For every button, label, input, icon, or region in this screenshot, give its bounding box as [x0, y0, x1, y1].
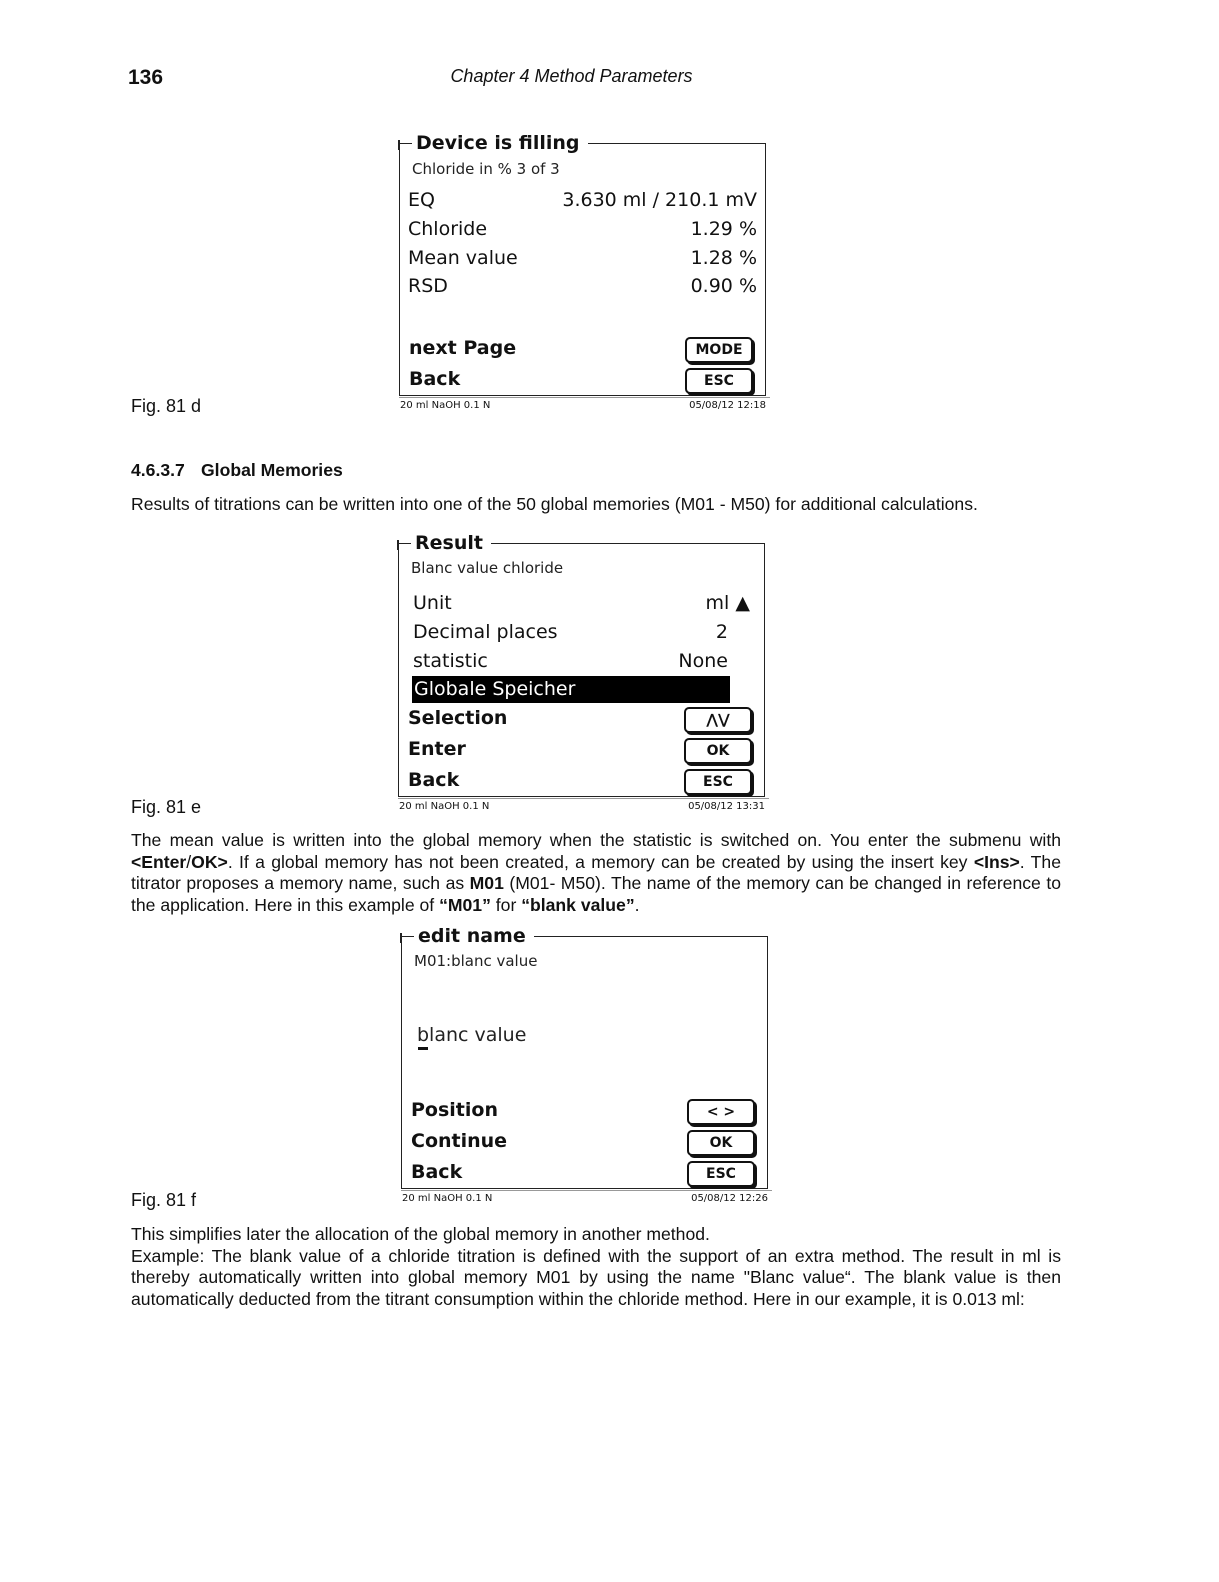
result-row-eq: [408, 189, 757, 211]
text-run: (M01- M50). The name of the memory can be changed in reference to the application. Here in this example of: [131, 873, 1061, 915]
text-run-bold: <Enter: [131, 851, 187, 872]
softkey-label-next-page: next Page: [409, 337, 517, 359]
softkey-label-position: Position: [411, 1099, 498, 1121]
screen-title: Result: [411, 532, 491, 554]
text-run-bold: M01: [469, 873, 504, 893]
row-value: ml ▲: [705, 592, 750, 614]
screen-subtitle: Chloride in % 3 of 3: [412, 160, 560, 178]
row-value: 1.28 %: [690, 247, 757, 269]
mode-key-button[interactable]: MODE: [685, 337, 753, 363]
softkey-label-selection: Selection: [408, 707, 508, 729]
status-datetime: 05/08/12 12:26: [691, 1193, 768, 1204]
result-row-mean-value: [408, 247, 757, 269]
page-number: 136: [128, 66, 164, 89]
text-run-bold: “M01”: [439, 894, 491, 915]
row-value: None: [678, 650, 728, 672]
esc-key-button[interactable]: ESC: [684, 769, 752, 795]
row-label: Chloride: [408, 218, 488, 240]
param-row-globale-speicher-selected[interactable]: Globale Speicher: [412, 676, 730, 703]
softkey-label-back: Back: [411, 1161, 463, 1183]
device-screen-fig-81e: [398, 532, 765, 797]
param-row-statistic[interactable]: [413, 650, 728, 672]
row-label: Decimal places: [413, 621, 558, 643]
status-reagent: 20 ml NaOH 0.1 N: [402, 1193, 493, 1204]
status-reagent: 20 ml NaOH 0.1 N: [400, 400, 491, 411]
status-datetime: 05/08/12 12:18: [689, 400, 766, 411]
text-run: . The titrator proposes a memory name, such as: [131, 851, 1062, 893]
status-reagent: 20 ml NaOH 0.1 N: [399, 801, 490, 812]
explanation-paragraph: [131, 830, 1061, 916]
section-number: 4.6.3.7: [131, 460, 185, 480]
chapter-title: Chapter 4 Method Parameters: [450, 66, 693, 86]
softkey-label-enter: Enter: [408, 738, 466, 760]
device-screen-fig-81f: [401, 925, 768, 1189]
result-row-rsd: [408, 275, 757, 297]
row-value: 2: [715, 621, 728, 643]
row-value: 1.29 %: [690, 218, 757, 240]
text-run-bold: “blank value”: [521, 894, 635, 915]
row-value: 3.630 ml / 210.1 mV: [562, 189, 757, 211]
text-run-bold: OK>: [191, 851, 228, 872]
param-row-unit[interactable]: [413, 592, 750, 614]
closing-paragraph: [131, 1224, 1061, 1310]
status-datetime: 05/08/12 13:31: [688, 801, 765, 812]
text-run: . If a global memory has not been created, a memory can be created by using the insert key: [227, 851, 974, 872]
text-run: .: [634, 894, 640, 915]
esc-key-button[interactable]: ESC: [687, 1161, 755, 1187]
screen-title: Device is filling: [412, 132, 588, 154]
row-label: Mean value: [408, 247, 518, 269]
section-heading: [131, 460, 343, 481]
softkey-label-back: Back: [409, 368, 461, 390]
row-value: 0.90 %: [690, 275, 757, 297]
softkey-label-back: Back: [408, 769, 460, 791]
text-run: for: [490, 894, 522, 915]
left-right-arrow-key-button[interactable]: < >: [687, 1099, 755, 1125]
screen-title: edit name: [414, 925, 534, 947]
figure-caption: Fig. 81 f: [131, 1190, 197, 1210]
param-row-decimal-places[interactable]: [413, 621, 728, 643]
figure-caption: Fig. 81 d: [131, 396, 202, 416]
text-line: Example: The blank value of a chloride titration is defined with the support of an extra method. The result in ml is thereby automatically written into global memory M01 by using the name "Blanc value“. The blank value is then automatically deducted from the titrant consumption within the chloride method. Here in our example, it is 0.013 ml:: [131, 1245, 1061, 1309]
status-bar-fig-81e: [398, 798, 769, 812]
status-bar-fig-81d: [399, 397, 770, 411]
figure-caption: Fig. 81 e: [131, 797, 202, 817]
text-run: /: [186, 851, 192, 872]
status-bar-fig-81f: [401, 1190, 772, 1204]
up-down-arrow-key-button[interactable]: ⋀⋁: [684, 707, 752, 733]
text-run-bold: <Ins>: [973, 851, 1020, 872]
row-label: EQ: [408, 189, 435, 211]
screen-subtitle: M01:blanc value: [414, 952, 538, 970]
softkey-label-continue: Continue: [411, 1130, 508, 1152]
text-run: The mean value is written into the global memory when the statistic is switched on. You enter the submenu with: [131, 830, 1061, 850]
ok-key-button[interactable]: OK: [684, 738, 752, 764]
screen-subtitle: Blanc value chloride: [411, 559, 564, 577]
row-label: RSD: [408, 275, 448, 297]
section-intro-paragraph: Results of titrations can be written into one of the 50 global memories (M01 - M50) for additional calculations.: [131, 494, 978, 514]
result-row-chloride: [408, 218, 757, 240]
section-title: Global Memories: [201, 460, 343, 480]
text-cursor: [418, 1047, 428, 1050]
esc-key-button[interactable]: ESC: [685, 368, 753, 394]
row-label: Unit: [413, 592, 452, 614]
row-label: statistic: [413, 650, 488, 672]
name-edit-field[interactable]: blanc value: [417, 1024, 527, 1046]
ok-key-button[interactable]: OK: [687, 1130, 755, 1156]
text-line: This simplifies later the allocation of the global memory in another method.: [131, 1224, 710, 1244]
device-screen-fig-81d: [399, 132, 766, 396]
